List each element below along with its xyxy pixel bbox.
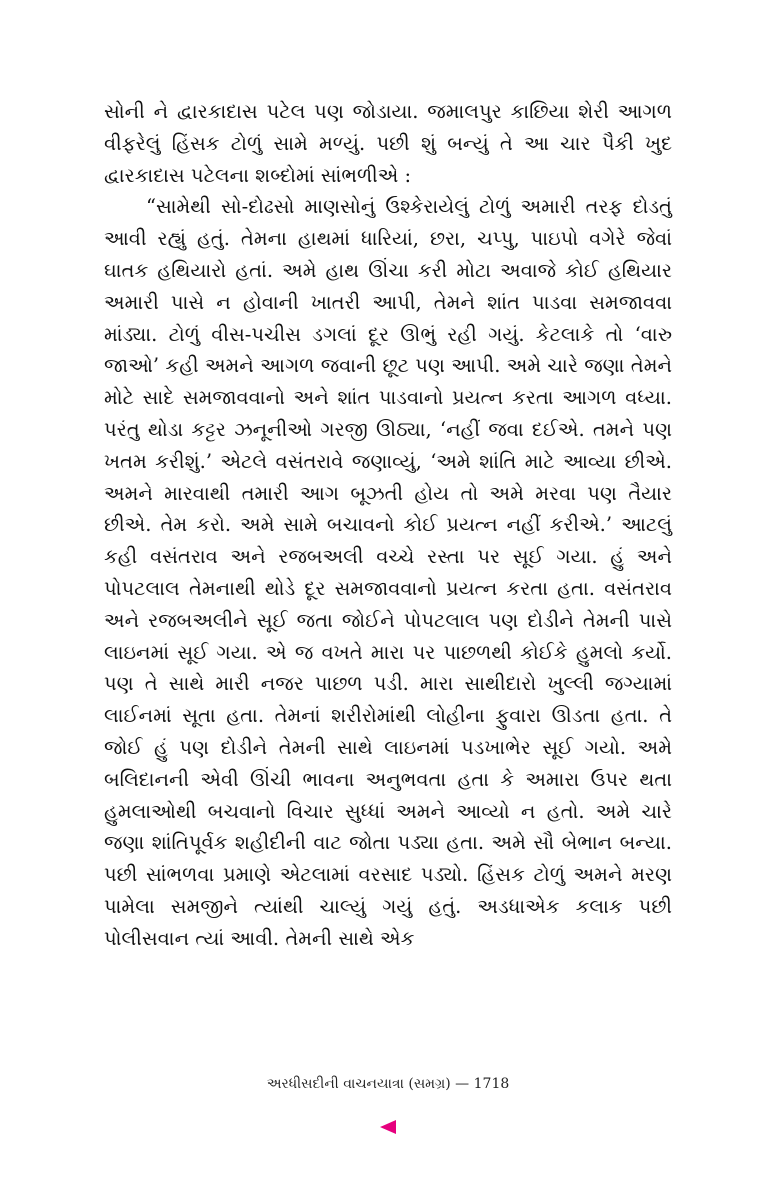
paragraph-quote: “સામેથી સો-દોઢસો માણસોનું ઉશ્કેરાયેલું ટોળું અમારી તરફ દોડતું આવી રહ્યું હતું. તેમના હાથમાં ધારિયાં, છરા, ચપ્પુ, પાઇપો વગેરે જેવાં ઘાતક હથિયારો હતાં. અમે હાથ ઊંચા કરી મોટા અવાજે કોઈ હથિયાર અમારી પાસે ન હોવાની ખાતરી આપી, તેમને શાંત પાડવા સમજાવવા માંડ્યા. ટોળું વીસ-પચીસ ડગલાં દૂર ઊભું રહી ગયું. કેટલાકે તો ‘વારુ જાઓ’ કહી અમને આગળ જવાની છૂટ પણ આપી. અમે ચારે જણા તેમને મોટે સાદે સમજાવવાનો અને શાંત પાડવાનો પ્રયત્ન કરતા આગળ વધ્યા. પરંતુ થોડા કટ્ટર ઝનૂનીઓ ગરજી ઊઠ્યા, ‘નહીં જવા દઈએ. તમને પણ ખતમ કરીશું.’ એટલે વસંતરાવે જણાવ્યું, ‘અમે શાંતિ માટે આવ્યા છીએ. અમને મારવાથી તમારી આગ બૂઝતી હોય તો અમે મરવા પણ તૈયાર છીએ. તેમ કરો. અમે સામે બચાવનો કોઈ પ્રયત્ન નહીં કરીએ.’ આટલું કહી વસંતરાવ અને રજબઅલી વચ્ચે રસ્તા પર સૂઈ ગયા. હું અને પોપટલાલ તેમનાથી થોડે દૂર સમજાવવાનો પ્રયત્ન કરતા હતા. વસંતરાવ અને રજબઅલીને સૂઈ જતા જોઈને પોપટલાલ પણ દોડીને તેમની પાસે લાઇનમાં સૂઈ ગયા. એ જ વખતે મારા પર પાછળથી કોઈકે હુમલો કર્યો. પણ તે સાથે મારી નજર પાછળ પડી. મારા સાથીદારો ખુલ્લી જગ્યામાં લાઈનમાં સૂતા હતા. તેમનાં શરીરોમાંથી લોહીના ફુવારા ઊડતા હતા. તે જોઈ હું પણ દોડીને તેમની સાથે લાઇનમાં પડખાભેર સૂઈ ગયો. અમે બલિદાનની એવી ઊંચી ભાવના અનુભવતા હતા કે અમારા ઉપર થતા હુમલાઓથી બચવાનો વિચાર સુધ્ધાં અમને આવ્યો ન હતો. અમે ચારે જણા શાંતિપૂર્વક શહીદીની વાટ જોતા પડ્યા હતા. અમે સૌ બેભાન બન્યા. પછી સાંભળવા પ્રમાણે એટલામાં વરસાદ પડ્યો. હિંસક ટોળું અમને મરણ પામેલા સમજીને ત્યાંથી ચાલ્યું ગયું હતું. અડધાએક કલાક પછી પોલીસવાન ત્યાં આવી. તેમની સાથે એક (104, 195, 672, 950)
page-body (104, 96, 672, 955)
previous-page-arrow-icon[interactable] (380, 1120, 396, 1134)
paragraph-intro: સોની ને દ્વારકાદાસ પટેલ પણ જોડાયા. જમાલપુર કાછિયા શેરી આગળ વીફરેલું હિંસક ટોળું સામે મળ્યું. પછી શું બન્યું તે આ ચાર પૈકી ખુદ દ્વારકાદાસ પટેલના શબ્દોમાં સાંભળીએ : (104, 100, 672, 187)
page-footer: અરધીસદીની વાચનયાત્રા (સમગ્ર) — 1718 (266, 1076, 510, 1092)
